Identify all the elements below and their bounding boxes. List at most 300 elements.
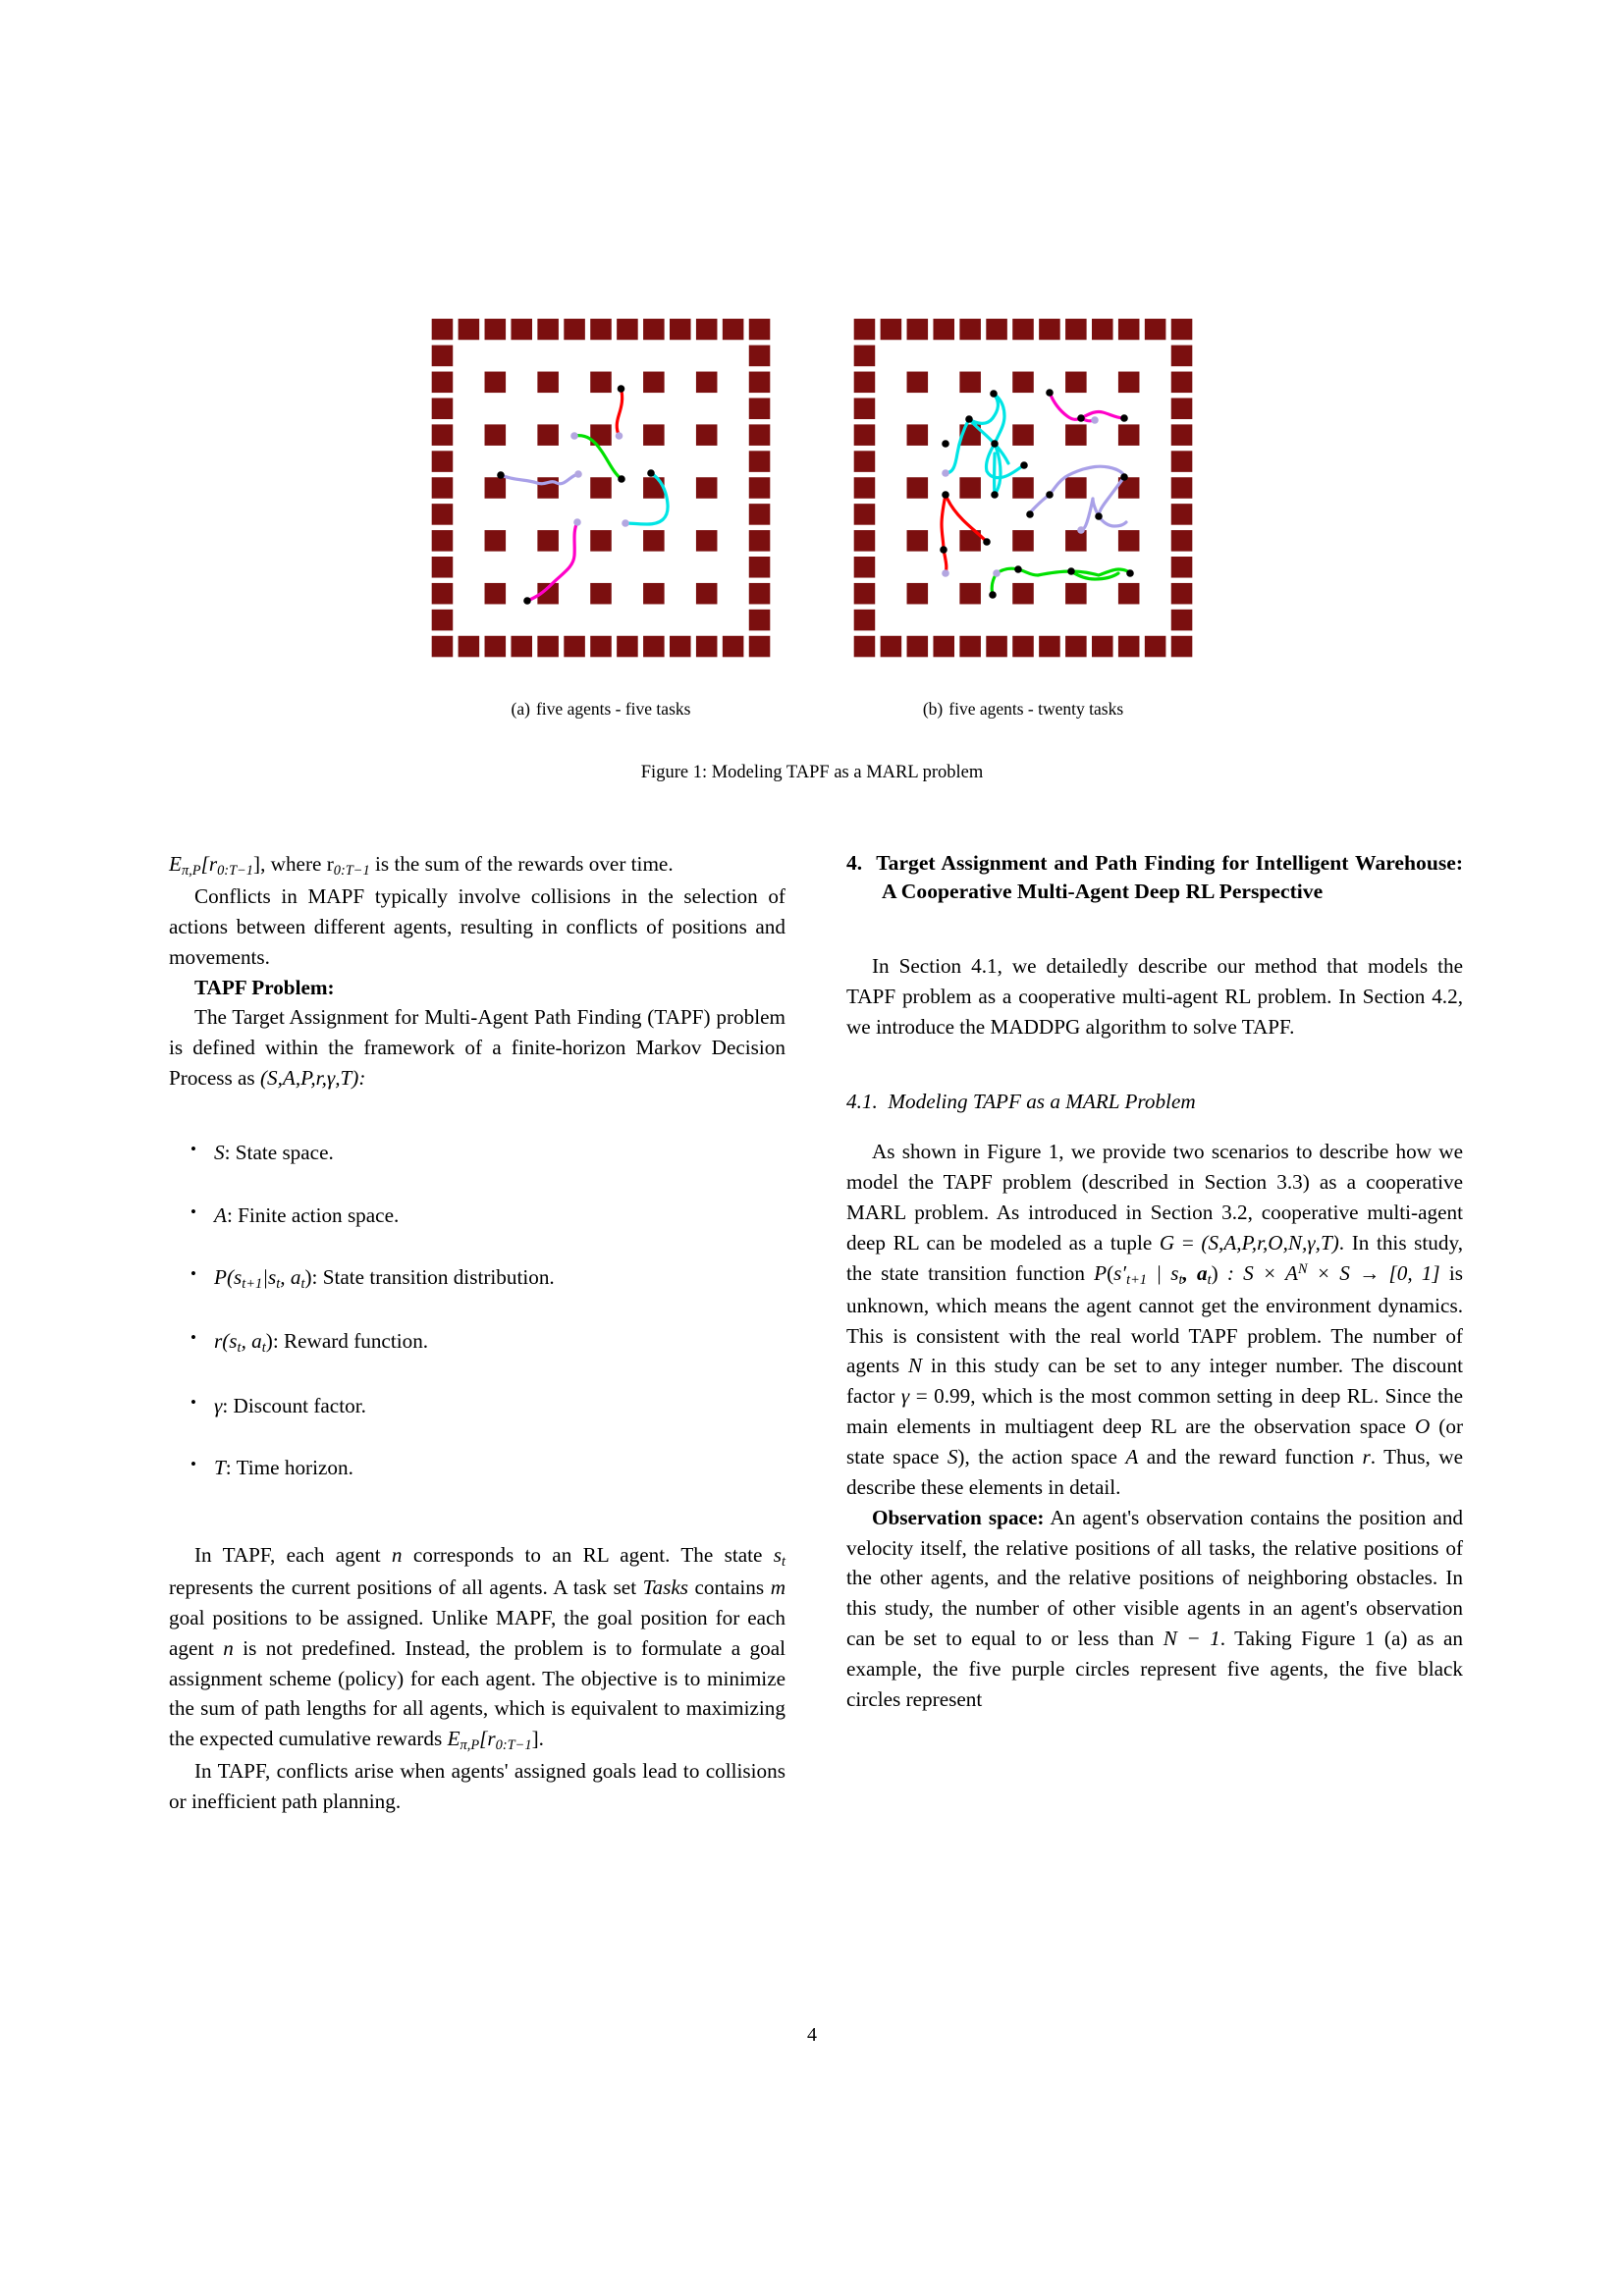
obstacle-cell (959, 372, 981, 394)
obstacle-cell (1065, 636, 1087, 658)
spacer-after-subsection-title (846, 1115, 1463, 1137)
obstacle-cell (749, 583, 771, 605)
obstacle-cell (485, 424, 507, 446)
task-marker (990, 390, 998, 398)
obstacle-cell (459, 636, 480, 658)
agent-marker (574, 470, 582, 478)
obstacle-cell (643, 424, 665, 446)
task-marker (1026, 510, 1034, 518)
fn-mapping-2: × S → [0, 1] (1307, 1260, 1449, 1285)
obstacle-cell (643, 372, 665, 394)
grid-world-a-svg (429, 316, 773, 660)
symbol-gamma: γ (900, 1384, 910, 1409)
desc-horizon: : Time horizon. (225, 1456, 353, 1480)
tapf-agents-b: corresponds to an RL agent. The state (402, 1543, 774, 1568)
math-expectation-symbol: E (169, 852, 182, 876)
obstacle-cell (696, 319, 718, 341)
tapf-agents-d: contains (687, 1575, 771, 1600)
obstacle-cell (564, 636, 585, 658)
obstacle-cell (1065, 319, 1087, 341)
obstacle-cell (907, 424, 929, 446)
obstacle-cell (1171, 424, 1193, 446)
marl-g: ), the action space (957, 1445, 1126, 1469)
paragraph-observation-space (846, 1503, 1463, 1715)
obstacle-cell (511, 636, 532, 658)
obstacle-cell (933, 636, 954, 658)
obstacle-cell (1065, 424, 1087, 446)
obstacle-cell (1092, 636, 1113, 658)
obstacle-cell (1171, 583, 1193, 605)
task-marker (940, 546, 947, 554)
obstacle-cell (590, 372, 612, 394)
tapf-agents-e: goal positions to be assigned. Unlike MAPF, the goal position for each agent (169, 1605, 785, 1660)
marl-b: . In this study, the state transition function (846, 1230, 1464, 1285)
desc-transition: ): State transition distribution. (304, 1265, 555, 1290)
figure-panel-b (851, 316, 1195, 660)
bullet-icon: • (190, 1139, 196, 1158)
list-item-discount (190, 1392, 785, 1421)
subcaption-a (429, 699, 773, 720)
paragraph-rewards-tail: is the sum of the rewards over time. (369, 852, 674, 876)
task-marker (1046, 389, 1054, 397)
section-4-number: 4. (846, 851, 863, 875)
obstacle-cell (1171, 610, 1193, 631)
obstacle-cell (537, 372, 559, 394)
marl-eq: = (1174, 1230, 1202, 1255)
obstacle-cell (1012, 372, 1034, 394)
obstacle-cell (1171, 451, 1193, 472)
math-expectation-sub: π,P (181, 863, 201, 880)
page-number: 4 (807, 2024, 817, 2046)
symbol-state-space: S (214, 1140, 225, 1164)
obstacle-cell (696, 636, 718, 658)
marl-c: is unknown, which means the agent cannot get the environment dynamics. This is consistent with the real world TAPF problem. The number of agents (846, 1260, 1463, 1378)
obstacle-cell (643, 636, 665, 658)
bullet-icon: • (190, 1392, 196, 1412)
spacer-list-3 (214, 1294, 785, 1327)
symbol-state-s: s (773, 1543, 782, 1568)
obstacle-cell (854, 636, 876, 658)
fn-s-prime: s′ (1113, 1260, 1127, 1285)
marl-f: (or state space (846, 1415, 1463, 1469)
obstacle-cell (432, 504, 454, 525)
obstacle-cell (590, 477, 612, 499)
list-item-action-space (190, 1201, 785, 1231)
grid-world-b-svg (851, 316, 1195, 660)
obstacle-cell (749, 636, 771, 658)
obstacle-cell (881, 636, 902, 658)
task-marker (1120, 473, 1128, 481)
obstacle-cell (1118, 583, 1140, 605)
spacer-list-1 (214, 1168, 785, 1201)
obstacle-cell (537, 424, 559, 446)
tapf-problem-label: TAPF Problem: (194, 975, 335, 999)
task-marker (497, 471, 505, 479)
obstacle-cell (749, 424, 771, 446)
obstacle-cell (959, 636, 981, 658)
obstacle-cell (1065, 372, 1087, 394)
obstacle-cell (696, 424, 718, 446)
body-columns (169, 849, 1463, 1817)
list-item-reward (190, 1327, 785, 1358)
symbol-N-minus-1: N − 1 (1163, 1627, 1220, 1651)
obstacle-cell (1118, 372, 1140, 394)
obstacle-cell (749, 372, 771, 394)
obstacle-cell (959, 583, 981, 605)
obstacle-cell (537, 477, 559, 499)
obstacle-cell (854, 477, 876, 499)
symbol-action-A: A (1125, 1445, 1139, 1469)
bullet-icon: • (190, 1264, 196, 1284)
agent-marker (622, 519, 629, 527)
obstacle-cell (1171, 477, 1193, 499)
math-reward-2-end: ]. (531, 1727, 544, 1751)
subsection-4-1-heading (846, 1088, 1463, 1116)
obstacle-cell (1092, 319, 1113, 341)
obstacle-cell (1118, 319, 1140, 341)
obstacle-cell (485, 372, 507, 394)
obstacle-cell (1065, 530, 1087, 552)
symbol-state-sub: t (781, 1554, 785, 1571)
obstacle-cell (854, 424, 876, 446)
symbol-transition-P: P (1094, 1260, 1108, 1285)
obstacle-cell (907, 583, 929, 605)
paragraph-tapf-agents (169, 1540, 785, 1756)
obstacle-cell (1118, 530, 1140, 552)
right-column (846, 849, 1463, 1817)
obstacle-cell (617, 636, 638, 658)
obstacle-cell (854, 610, 876, 631)
obstacle-cell (749, 451, 771, 472)
obstacle-cell (749, 610, 771, 631)
obstacle-cell (1171, 530, 1193, 552)
obstacle-cell (854, 557, 876, 578)
obstacle-cell (432, 530, 454, 552)
obstacle-cell (432, 451, 454, 472)
desc-discount: : Discount factor. (222, 1393, 366, 1417)
obstacle-cell (1118, 636, 1140, 658)
figure-panels-row (0, 316, 1624, 660)
obstacle-cell (432, 557, 454, 578)
figure-caption: Figure 1: Modeling TAPF as a MARL problem (640, 763, 984, 782)
obstacle-cell (643, 530, 665, 552)
fn-s-sub-2: t (1178, 1271, 1183, 1288)
obstacle-cell (749, 530, 771, 552)
section-4-heading (846, 849, 1463, 906)
obstacle-cell (590, 319, 612, 341)
spacer-before-list (169, 1094, 785, 1139)
obstacle-cell (432, 346, 454, 367)
agent-marker (942, 469, 949, 477)
symbol-transition: P(s (214, 1265, 243, 1290)
observation-space-a: An agent's observation contains the position and velocity itself, the relative positions of all tasks, the relative positions of the other agents, and the relative positions of neighboring obstacles. In this study, the number of other visible agents in an agent's observation can be set to equal to or less than (846, 1505, 1464, 1651)
obstacle-cell (1039, 319, 1060, 341)
subcaption-b-text: five agents - twenty tasks (948, 699, 1124, 719)
obstacle-cell (1012, 636, 1034, 658)
obstacle-cell (854, 583, 876, 605)
obstacle-cell (1171, 398, 1193, 419)
tapf-problem-runin (169, 973, 785, 1003)
fn-close-paren: ) (1211, 1260, 1218, 1285)
task-marker (983, 538, 991, 546)
obstacle-cell (485, 583, 507, 605)
marl-d: in this study can be set to any integer number. The discount factor (846, 1354, 1463, 1409)
obstacle-cell (1012, 583, 1034, 605)
subsection-4-1-title: Modeling TAPF as a MARL Problem (888, 1089, 1196, 1113)
tapf-definition-text: The Target Assignment for Multi-Agent Path Finding (TAPF) problem is defined within the framework of a finite-horizon Markov Decision Process as (169, 1005, 785, 1091)
marl-a: As shown in Figure 1, we provide two scenarios to describe how we model the TAPF problem (described in Section 3.3) as a cooperative MARL problem. As introduced in Section 3.2, cooperative multi-agent deep RL can be modeled as a tuple (846, 1140, 1463, 1255)
symbol-reward-r: r (1362, 1445, 1371, 1469)
fn-s-sub: t+1 (1126, 1271, 1147, 1288)
task-marker (1014, 565, 1022, 573)
section-4-title: Target Assignment and Path Finding for Intelligent Warehouse: A Cooperative Multi-Agent Deep RL Perspective (876, 851, 1464, 904)
reward-sub-2: t (261, 1340, 266, 1357)
obstacle-cell (907, 530, 929, 552)
obstacle-cell (590, 636, 612, 658)
task-marker (942, 440, 949, 448)
desc-reward: ): Reward function. (265, 1329, 429, 1354)
symbol-horizon: T (214, 1456, 226, 1480)
paragraph-rewards (169, 849, 785, 881)
obstacle-cell (986, 636, 1007, 658)
obstacle-cell (432, 636, 454, 658)
transition-sub-3: t (300, 1276, 305, 1293)
subcaption-a-text: five agents - five tasks (535, 699, 691, 719)
task-marker (1126, 569, 1134, 577)
paragraph-tapf-conflicts: In TAPF, conflicts arise when agents' assigned goals lead to collisions or inefficient path planning. (169, 1759, 785, 1814)
subsection-4-1-number: 4.1. (846, 1089, 878, 1113)
symbol-agent-count-N: N (907, 1354, 923, 1378)
bullet-icon: • (190, 1455, 196, 1474)
spacer-list-4 (214, 1359, 785, 1392)
fn-open-paren: ( (1107, 1260, 1114, 1285)
obstacle-cell (959, 319, 981, 341)
obstacle-cell (1171, 372, 1193, 394)
obstacle-cell (511, 319, 532, 341)
obstacle-cell (1171, 346, 1193, 367)
obstacle-cell (590, 583, 612, 605)
obstacle-cell (617, 319, 638, 341)
obstacle-cell (854, 319, 876, 341)
obstacle-cell (1171, 319, 1193, 341)
obstacle-cell (696, 372, 718, 394)
task-marker (1095, 512, 1103, 520)
obstacle-cell (854, 451, 876, 472)
symbol-observation-O: O (1414, 1415, 1431, 1439)
task-marker (618, 385, 625, 393)
obstacle-cell (590, 530, 612, 552)
obstacle-cell (696, 583, 718, 605)
spacer-before-subsection (846, 1042, 1463, 1088)
marl-e: , which is the most common setting in deep RL. Since the main elements in multiagent deep RL are the observation space (846, 1384, 1464, 1439)
obstacle-cell (643, 583, 665, 605)
bullet-icon: • (190, 1201, 196, 1221)
agent-marker (993, 569, 1001, 577)
obstacle-cell (537, 530, 559, 552)
subcaption-b (851, 699, 1195, 720)
obstacle-cell (749, 346, 771, 367)
task-marker (942, 491, 949, 499)
tapf-tuple: (S,A,P,r,γ,T): (259, 1066, 366, 1091)
obstacle-cell (1171, 557, 1193, 578)
obstacle-cell (749, 504, 771, 525)
obstacle-cell (1065, 583, 1087, 605)
obstacle-cell (749, 557, 771, 578)
obstacle-cell (986, 319, 1007, 341)
task-marker (523, 597, 531, 605)
subcaption-row (0, 699, 1624, 720)
task-marker (1020, 461, 1028, 469)
obstacle-cell (1012, 319, 1034, 341)
obstacle-cell (696, 530, 718, 552)
paragraph-section-overview: In Section 4.1, we detailedly describe our method that models the TAPF problem as a cooperative multi-agent RL problem. In Section 4.2, we introduce the MADDPG algorithm to solve TAPF. (846, 954, 1463, 1039)
obstacle-cell (1118, 424, 1140, 446)
obstacle-cell (749, 319, 771, 341)
list-item-horizon (190, 1454, 785, 1483)
obstacle-cell (432, 319, 454, 341)
task-marker (618, 475, 625, 483)
obstacle-cell (485, 636, 507, 658)
obstacle-cell (854, 504, 876, 525)
task-marker (991, 440, 999, 448)
tapf-agents-c: represents the current positions of all agents. A task set (169, 1575, 643, 1600)
obstacle-cell (459, 319, 480, 341)
obstacle-cell (854, 530, 876, 552)
obstacle-cell (537, 319, 559, 341)
agent-marker (573, 518, 581, 526)
obstacle-cell (485, 530, 507, 552)
task-marker (1067, 567, 1075, 575)
math-reward-range-1: 0:T−1 (217, 863, 254, 880)
obstacle-cell (907, 319, 929, 341)
fn-mapping-sup: N (1297, 1260, 1308, 1277)
math-reward-open: [r (200, 852, 218, 876)
task-marker (965, 415, 973, 423)
obstacle-cell (933, 319, 954, 341)
reward-mid: , a (241, 1329, 262, 1354)
list-item-state-space (190, 1139, 785, 1168)
obstacle-cell (907, 477, 929, 499)
obstacle-cell (854, 346, 876, 367)
obstacle-cell (1145, 319, 1166, 341)
obstacle-cell (854, 372, 876, 394)
obstacle-cell (432, 398, 454, 419)
subcaption-a-tag: (a) (511, 699, 530, 719)
obstacle-cell (723, 319, 744, 341)
spacer-list-2 (214, 1230, 785, 1263)
obstacle-cell (854, 398, 876, 419)
math-reward-2-range: 0:T−1 (495, 1737, 532, 1754)
obstacle-cell (432, 477, 454, 499)
obstacle-cell (1039, 636, 1060, 658)
task-marker (1077, 414, 1085, 422)
symbol-discount: γ (214, 1393, 223, 1417)
obstacle-cell (749, 398, 771, 419)
fn-a-sub: t (1207, 1271, 1212, 1288)
tapf-agents-a: In TAPF, each agent (194, 1543, 392, 1568)
obstacle-cell (696, 477, 718, 499)
task-marker (647, 469, 655, 477)
obstacle-cell (432, 610, 454, 631)
figure-panel-a (429, 316, 773, 660)
obstacle-cell (537, 636, 559, 658)
obstacle-cell (670, 636, 691, 658)
tapf-agents-f: is not predefined. Instead, the problem is to formulate a goal assignment scheme (policy) for each agent. The objective is to minimize the sum of path lengths for all agents, which is equivalent to maximizing the expected cumulative rewards (169, 1635, 785, 1751)
spacer-after-section-title (846, 906, 1463, 951)
agent-marker (1077, 526, 1085, 534)
obstacle-cell (564, 319, 585, 341)
symbol-tasks: Tasks (642, 1575, 688, 1600)
paragraph-conflicts-mapf: Conflicts in MAPF typically involve collisions in the selection of actions between different agents, resulting in conflicts of positions and movements. (169, 884, 785, 969)
marl-h: and the reward function (1138, 1445, 1363, 1469)
math-reward-2-open: [r (479, 1727, 496, 1751)
transition-sub-2: t (276, 1276, 281, 1293)
bullet-icon: • (190, 1328, 196, 1348)
obstacle-cell (485, 477, 507, 499)
obstacle-cell (432, 583, 454, 605)
spacer-after-list (169, 1483, 785, 1540)
observation-space-label: Observation space: (872, 1505, 1045, 1529)
obstacle-cell (643, 319, 665, 341)
agent-marker (616, 432, 623, 440)
math-expectation-2: E (447, 1727, 460, 1751)
math-reward-range-2: 0:T−1 (333, 863, 370, 880)
fn-mapping-1: : S × A (1218, 1260, 1298, 1285)
transition-mid-1: |s (262, 1265, 277, 1290)
transition-mid-2: , a (280, 1265, 301, 1290)
desc-action-space: : Finite action space. (226, 1202, 400, 1227)
reward-sub-1: t (237, 1340, 242, 1357)
obstacle-cell (1145, 636, 1166, 658)
obstacle-cell (432, 372, 454, 394)
obstacle-cell (1012, 530, 1034, 552)
obstacle-cell (881, 319, 902, 341)
obstacle-cell (907, 372, 929, 394)
symbol-reward: r(s (214, 1329, 238, 1354)
symbol-agent-n2: n (223, 1635, 234, 1660)
paragraph-tapf-definition (169, 1002, 785, 1094)
obstacle-cell (1012, 424, 1034, 446)
marl-tuple: (S,A,P,r,O,N,γ,T) (1201, 1230, 1339, 1255)
task-marker (1046, 491, 1054, 499)
obstacle-cell (1171, 636, 1193, 658)
obstacle-cell (485, 319, 507, 341)
symbol-action-space: A (214, 1202, 227, 1227)
obstacle-cell (1171, 504, 1193, 525)
obstacle-cell (723, 636, 744, 658)
paragraph-marl-modeling (846, 1137, 1463, 1502)
desc-state-space: : State space. (224, 1140, 334, 1164)
symbol-agent-n: n (391, 1543, 403, 1568)
symbol-tuple-G: G (1159, 1230, 1175, 1255)
task-marker (1120, 414, 1128, 422)
symbol-state-S: S (947, 1445, 958, 1469)
obstacle-cell (670, 319, 691, 341)
obstacle-cell (749, 477, 771, 499)
math-reward-mid: ], where r (253, 852, 334, 876)
symbol-m: m (770, 1575, 786, 1600)
task-marker (991, 491, 999, 499)
mdp-tuple-list (169, 1139, 785, 1483)
transition-sub-1: t+1 (242, 1276, 263, 1293)
math-expectation-2-sub: π,P (460, 1737, 480, 1754)
subcaption-b-tag: (b) (922, 699, 944, 719)
marl-i: . Thus, we describe these elements in detail. (846, 1445, 1463, 1499)
agent-marker (1091, 416, 1099, 424)
agent-marker (942, 569, 949, 577)
agent-marker (570, 432, 578, 440)
obstacle-cell (1012, 477, 1034, 499)
